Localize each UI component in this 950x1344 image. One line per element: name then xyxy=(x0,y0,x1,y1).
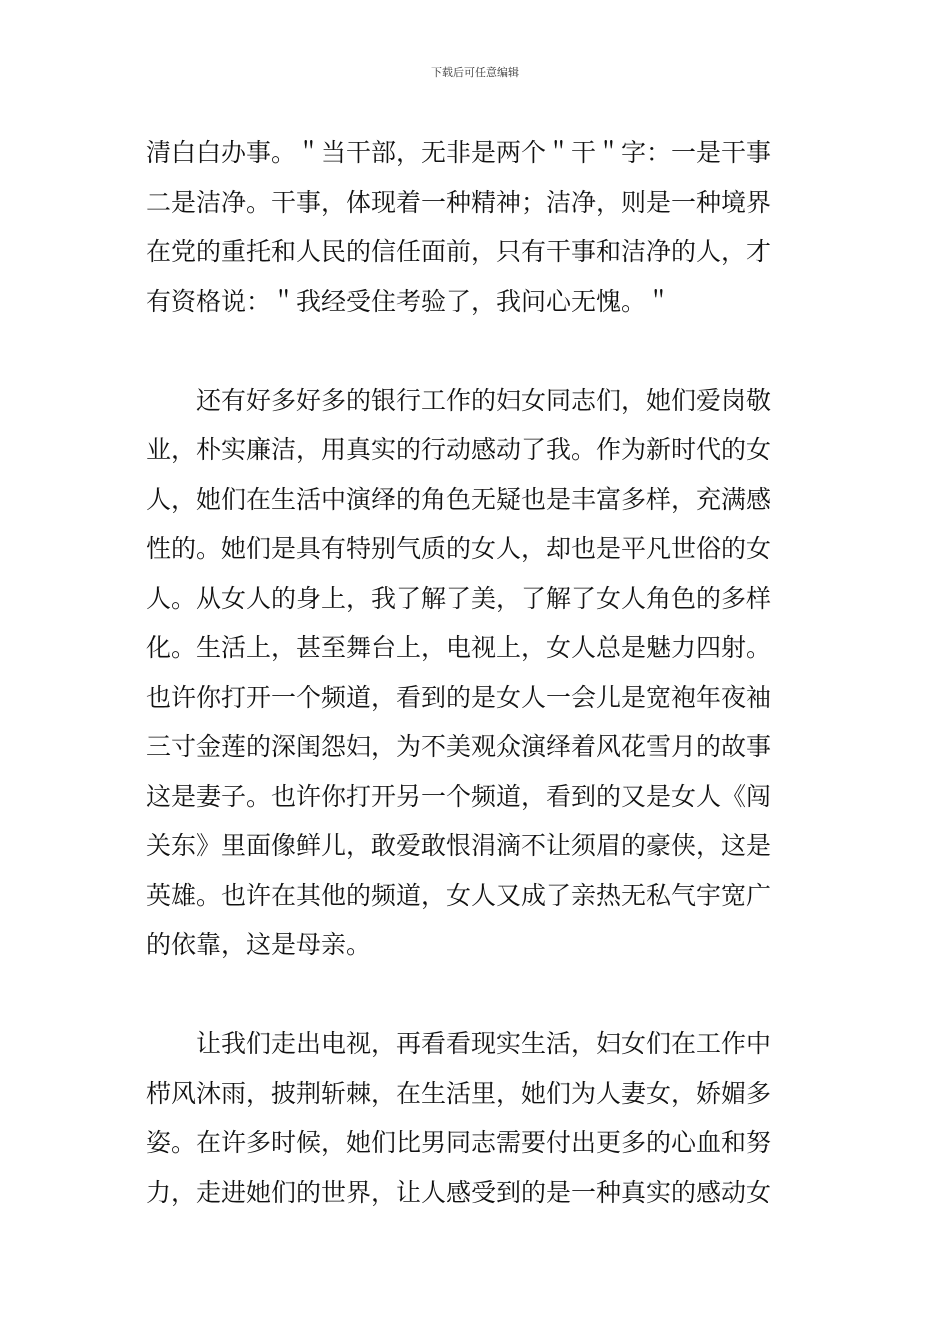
text-line: 有资格说：＂我经受住考验了，我问心无愧。＂ xyxy=(146,286,672,316)
page-header: 下载后可任意编辑 xyxy=(431,66,519,79)
text-line: 三寸金莲的深闺怨妇，为不美观众演绎着风花雪月的故事 xyxy=(146,732,772,761)
text-line: 性的。她们是具有特别气质的女人，却也是平凡世俗的女 xyxy=(146,534,772,563)
text-line: 栉风沐雨，披荆斩棘，在生活里，她们为人妻女，娇媚多 xyxy=(146,1078,772,1108)
text-line: 二是洁净。干事，体现着一种精神；洁净，则是一种境界 xyxy=(146,187,772,217)
paragraph-spacer xyxy=(146,970,806,1020)
text-line: 人，她们在生活中演绎的角色无疑也是丰富多样，充满感 xyxy=(146,484,772,514)
text-line: 人。从女人的身上，我了解了美，了解了女人角色的多样 xyxy=(146,583,772,613)
text-line: 让我们走出电视，再看看现实生活，妇女们在工作中 xyxy=(146,1029,772,1058)
paragraph-2 xyxy=(146,376,806,970)
text-line: 关东》里面像鲜儿，敢爱敢恨涓滴不让须眉的豪侠，这是 xyxy=(146,831,772,860)
text-line: 的依靠，这是母亲。 xyxy=(146,930,372,959)
paragraph-3 xyxy=(146,1019,806,1217)
text-line: 业，朴实廉洁，用真实的行动感动了我。作为新时代的女 xyxy=(146,435,772,464)
text-line: 英雄。也许在其他的频道，女人又成了亲热无私气宇宽广 xyxy=(146,880,772,910)
text-line: 化。生活上，甚至舞台上，电视上，女人总是魅力四射。 xyxy=(146,633,772,662)
text-line: 力，走进她们的世界，让人感受到的是一种真实的感动女 xyxy=(146,1177,772,1207)
text-line: 这是妻子。也许你打开另一个频道，看到的又是女人《闯 xyxy=(146,781,772,811)
paragraph-spacer xyxy=(146,326,806,376)
text-line: 姿。在许多时候，她们比男同志需要付出更多的心血和努 xyxy=(146,1128,772,1157)
paragraph-1 xyxy=(146,128,806,326)
text-line: 还有好多好多的银行工作的妇女同志们，她们爱岗敬 xyxy=(146,385,772,415)
text-line: 在党的重托和人民的信任面前，只有干事和洁净的人，才 xyxy=(146,237,772,266)
text-line: 也许你打开一个频道，看到的是女人一会儿是宽袍年夜袖 xyxy=(146,682,772,712)
text-line: 清白白办事。＂当干部，无非是两个＂干＂字：一是干事 xyxy=(146,138,772,167)
document-body xyxy=(146,128,806,1217)
